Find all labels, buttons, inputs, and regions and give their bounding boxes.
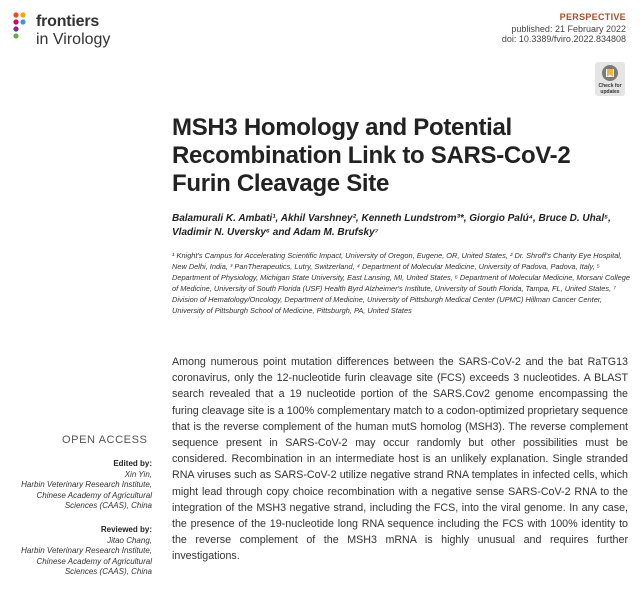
editor-name: Xin Yin, — [124, 469, 152, 479]
check-for-updates-line1: Check for — [598, 83, 622, 89]
check-for-updates-line2: updates — [600, 89, 620, 95]
bookmark-icon — [606, 69, 614, 77]
reviewer-institution-line1: Harbin Veterinary Research Institute, — [21, 546, 152, 556]
journal-section: in Virology — [36, 31, 111, 48]
reviewer-name: Jitao Chang, — [107, 535, 152, 545]
reviewer-institution-line2: Chinese Academy of Agricultural — [36, 556, 152, 566]
journal-logo[interactable] — [12, 9, 172, 49]
article-title: MSH3 Homology and Potential Recombination Link to SARS-CoV-2 Furin Cleavage Site — [172, 114, 571, 197]
editor-institution-line2: Chinese Academy of Agricultural — [36, 490, 152, 500]
journal-name: frontiers — [36, 13, 100, 30]
reviewed-by-block — [8, 525, 152, 578]
article-type: PERSPECTIVE — [559, 12, 626, 22]
doi-link[interactable]: doi: 10.3389/fviro.2022.834808 — [501, 34, 626, 44]
edited-by-block — [8, 459, 152, 512]
author-list: Balamurali K. Ambati¹, Akhil Varshney², Kenneth Lundstrom³*, Giorgio Palú⁴, Bruce D. Uhal⁵, Vladimir N. Uversky⁶ and Adam M. Brufsky⁷ — [172, 213, 611, 238]
edited-by-label: Edited by: — [113, 459, 152, 468]
open-access-label: OPEN ACCESS — [62, 434, 148, 446]
reviewed-by-label: Reviewed by: — [100, 525, 152, 534]
editor-institution-line1: Harbin Veterinary Research Institute, — [21, 480, 152, 490]
editor-institution-line3: Sciences (CAAS), China — [64, 501, 152, 511]
publication-date: published: 21 February 2022 — [511, 24, 626, 34]
check-for-updates-button[interactable] — [595, 62, 625, 96]
frontiers-logo-icon — [12, 11, 32, 41]
check-for-updates-label — [595, 83, 625, 95]
affiliations: ¹ Knight's Campus for Accelerating Scientific Impact, University of Oregon, Eugene, OR, United States, ² Dr. Shroff's Charity Eye Hospital, New Delhi, India, ³ PanTherapeutics, Lutry, Switzerland, ⁴ Department of Molecular Medicine, University of Padova, Padova, Italy, ⁵ Department of Physiology, Michigan State University, East Lansing, MI, United States, ⁶ Department of Molecular Medicine, Morsani College of Medicine, University of South Florida (USF) Health Byrd Alzheimer's Institute, University of South Florida, Tampa, FL, United States, ⁷ Division of Hematology/Oncology, Department of Medicine, University of Pittsburgh Medical Center (UPMC) Hillman Cancer Center, University of Pittsburgh School of Medicine, Pittsburgh, PA, United States — [172, 251, 630, 315]
reviewer-institution-line3: Sciences (CAAS), China — [64, 567, 152, 577]
abstract-text: Among numerous point mutation differences between the SARS-CoV-2 and the bat RaTG13 coronavirus, only the 12-nucleotide furin cleavage site (FCS) exceeds 3 nucleotides. A BLAST search revealed that a 19 nucleotide portion of the SARS.Cov2 genome encompassing the furing cleavage site is a 100% complementary match to a codon-optimized proprietary sequence that is the reverse complement of the human mutS homolog (MSH3). The reverse complement sequence present in SARS-CoV-2 may occur randomly but other possibilities must be considered. Recombination in an intermediate host is an unlikely explanation. Single stranded RNA viruses such as SARS-CoV-2 utilize negative strand RNA templates in infected cells, which might lead through copy choice recombination with a negative sense SARS-CoV-2 RNA to the integration of the MSH3 negative strand, including the FCS, into the viral genome. In any case, the presence of the 19-nucleotide long RNA sequence including the FCS with 100% identity to the reverse complement of the MSH3 mRNA is highly unusual and requires further investigations. — [172, 356, 628, 563]
